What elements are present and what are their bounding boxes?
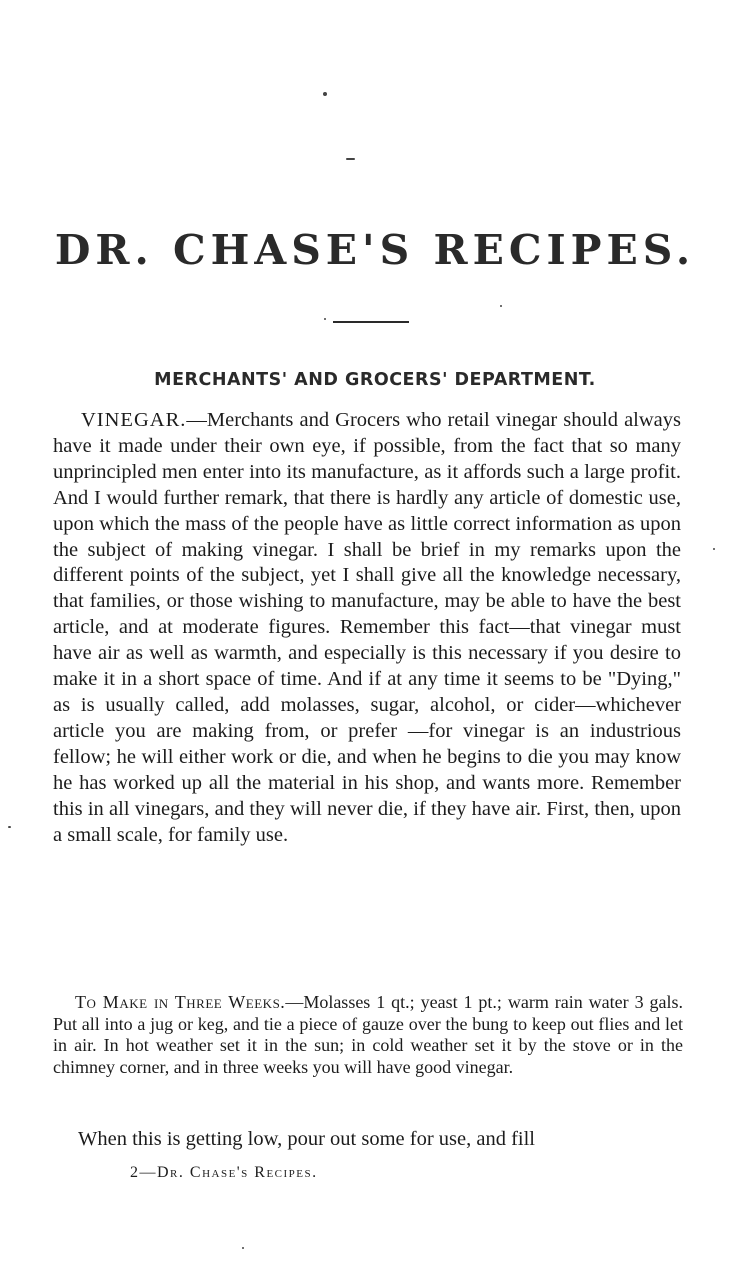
signature-number: 2— — [130, 1164, 157, 1181]
ink-speck — [242, 1247, 244, 1249]
recipe-paragraph — [53, 992, 683, 1078]
ink-speck — [8, 826, 11, 828]
title-divider — [333, 321, 409, 323]
ink-speck — [346, 158, 355, 160]
ink-speck — [323, 92, 327, 96]
ink-speck — [500, 305, 502, 307]
recipe-text: —Molasses 1 qt.; yeast 1 pt.; warm rain water 3 gals. Put all into a jug or keg, and tie a piece of gauze over the bung to keep out flies and let in air. In hot weather set it in the sun; in cold weather set it by the stove or in the chimney corner, and in three weeks you will have good vinegar. — [53, 992, 683, 1077]
vinegar-lead: VINEGAR. — [81, 409, 187, 431]
signature-mark — [130, 1164, 318, 1182]
page-title: DR. CHASE'S RECIPES. — [54, 226, 696, 274]
recipe-heading: To Make in Three Weeks. — [75, 992, 286, 1012]
ink-speck — [713, 548, 715, 550]
continuation-line: When this is getting low, pour out some for use, and fill — [78, 1128, 536, 1150]
section-heading: MERCHANTS' AND GROCERS' DEPARTMENT. — [154, 370, 596, 390]
signature-text: Dr. Chase's Recipes. — [157, 1164, 318, 1181]
vinegar-paragraph — [53, 408, 681, 848]
ink-speck — [324, 318, 326, 320]
vinegar-text: —Merchants and Grocers who retail vinegar should always have it made under their own eye, if possible, from the fact that so many unprincipled men enter into its manufacture, as it affords such a large profit. And I would further remark, that there is hardly any article of domestic use, upon which the mass of the people have as little correct information as upon the subject of making vinegar. I shall be brief in my remarks upon the different points of the subject, yet I shall give all the knowledge necessary, that families, or those wishing to manufacture, may be able to have the best article, and at moderate figures. Remember this fact—that vinegar must have air as well as warmth, and especially is this necessary if you desire to make it in a short space of time. And if at any time it seems to be "Dying," as is usually called, add molasses, sugar, alcohol, or cider—whichever article you are making from, or prefer —for vinegar is an industrious fellow; he will either work or die, and when he begins to die you may know he has worked up all the material in his shop, and wants more. Remember this in all vinegars, and they will never die, if they have air. First, then, upon a small scale, for family use. — [53, 409, 681, 846]
